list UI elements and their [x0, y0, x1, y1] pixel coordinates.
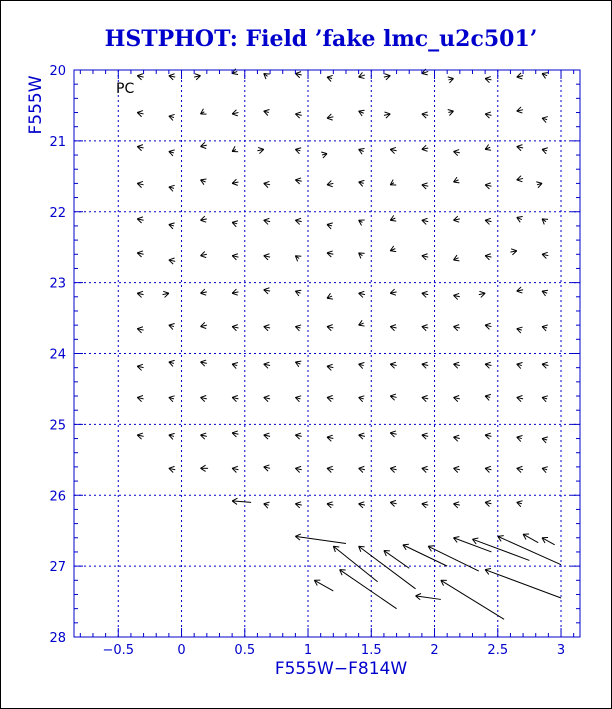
- vector-mark: [169, 223, 175, 229]
- vector-mark: [232, 396, 238, 402]
- y-tick-label: 28: [49, 631, 66, 646]
- vector-mark: [359, 253, 365, 259]
- vector-mark: [137, 364, 143, 370]
- vector-mark: [201, 433, 207, 439]
- vector-mark: [201, 360, 207, 366]
- vector-mark: [232, 325, 238, 331]
- vector-mark: [403, 544, 447, 566]
- vector-mark: [169, 396, 175, 402]
- vector-mark: [295, 502, 301, 508]
- vector-mark: [441, 580, 504, 619]
- vector-mark: [384, 551, 409, 569]
- vector-mark: [517, 327, 523, 333]
- vector-mark: [232, 431, 238, 437]
- vector-mark: [257, 147, 263, 153]
- vector-mark: [327, 396, 333, 402]
- vector-mark: [384, 74, 390, 80]
- vector-mark: [422, 362, 428, 368]
- vector-mark: [359, 148, 365, 154]
- vector-mark: [327, 223, 333, 229]
- vector-mark: [517, 362, 523, 368]
- vector-mark: [137, 74, 143, 80]
- vector-mark: [137, 217, 143, 223]
- vector-mark: [232, 110, 238, 116]
- vector-mark: [422, 396, 428, 402]
- vector-mark: [264, 396, 270, 402]
- vector-mark: [390, 466, 396, 472]
- vector-mark: [359, 291, 365, 297]
- x-tick-label: 2: [430, 643, 439, 658]
- vector-mark: [517, 107, 523, 113]
- vector-mark: [422, 254, 428, 260]
- vector-mark: [340, 570, 397, 609]
- vector-mark: [264, 465, 270, 471]
- vector-mark: [517, 435, 523, 441]
- vector-mark: [137, 181, 143, 187]
- vector-mark: [390, 431, 396, 437]
- vector-mark: [485, 362, 491, 368]
- vector-mark: [201, 322, 207, 328]
- vector-mark: [485, 254, 491, 260]
- vector-mark: [264, 218, 270, 224]
- vector-mark: [542, 117, 548, 123]
- vector-mark: [517, 287, 523, 293]
- vector-mark: [264, 362, 270, 368]
- vector-mark: [137, 433, 143, 439]
- vector-mark: [295, 325, 301, 331]
- vector-mark: [264, 181, 270, 187]
- vector-mark: [327, 251, 333, 257]
- vector-mark: [169, 433, 175, 439]
- vector-mark: [422, 502, 428, 508]
- vector-mark: [232, 362, 238, 368]
- vector-mark: [137, 111, 143, 117]
- vector-mark: [485, 145, 491, 151]
- vector-mark: [295, 72, 301, 78]
- vector-mark: [194, 74, 200, 80]
- vector-mark: [264, 288, 270, 294]
- vector-mark: [232, 221, 238, 227]
- vector-mark: [137, 327, 143, 333]
- vector-mark: [169, 185, 175, 191]
- vector-mark: [201, 179, 207, 185]
- vector-mark: [454, 502, 460, 508]
- vector-mark: [448, 109, 454, 115]
- vector-mark: [232, 289, 238, 295]
- axis-ticks: [49, 64, 580, 658]
- vector-mark: [201, 465, 209, 471]
- vector-mark: [390, 215, 396, 221]
- vector-mark: [163, 291, 169, 297]
- x-tick-label: 0: [177, 643, 186, 658]
- vector-mark: [201, 252, 207, 258]
- vector-mark: [454, 177, 460, 183]
- y-tick-label: 24: [49, 347, 66, 363]
- vector-mark: [422, 112, 428, 118]
- vector-mark: [454, 325, 460, 331]
- y-tick-label: 20: [49, 64, 66, 79]
- vector-mark: [517, 73, 523, 79]
- vector-mark: [327, 181, 333, 187]
- x-tick-label: 2.5: [487, 643, 509, 658]
- vector-mark: [422, 291, 428, 297]
- vector-mark: [232, 498, 251, 504]
- vector-mark: [264, 109, 270, 115]
- vector-mark: [384, 112, 390, 118]
- grid: [74, 70, 580, 637]
- vector-mark: [542, 396, 548, 402]
- vector-mark: [232, 179, 238, 185]
- vector-mark: [327, 364, 333, 370]
- vector-mark: [169, 150, 175, 156]
- vector-mark: [448, 77, 454, 83]
- vector-mark: [295, 256, 301, 262]
- vector-mark: [169, 466, 175, 472]
- vector-mark: [295, 148, 301, 154]
- vector-mark: [517, 501, 523, 507]
- vector-mark: [542, 467, 548, 473]
- vector-mark: [485, 183, 491, 189]
- vector-mark: [264, 325, 270, 331]
- vector-mark: [536, 182, 542, 188]
- vector-mark: [390, 394, 396, 400]
- vector-mark: [454, 466, 460, 472]
- vector-mark: [454, 362, 460, 368]
- vector-mark: [454, 435, 460, 441]
- vector-mark: [390, 289, 396, 295]
- vector-mark: [542, 290, 548, 296]
- vector-mark: [295, 290, 301, 296]
- vector-mark: [327, 325, 333, 331]
- x-tick-label: 1.5: [360, 643, 382, 658]
- vector-mark: [428, 546, 479, 571]
- vector-mark: [422, 433, 428, 439]
- vector-mark: [264, 254, 270, 260]
- vector-mark: [390, 325, 396, 331]
- vector-mark: [137, 145, 143, 151]
- vector-mark: [295, 433, 301, 439]
- vector-mark: [327, 466, 333, 472]
- vector-mark: [295, 396, 301, 402]
- vector-mark: [169, 324, 175, 330]
- vector-mark: [359, 396, 365, 402]
- vector-mark: [359, 466, 365, 472]
- vector-mark: [359, 72, 365, 78]
- vector-mark: [169, 114, 175, 120]
- vector-mark: [454, 216, 460, 222]
- vector-mark: [390, 246, 396, 252]
- vector-mark: [542, 252, 548, 258]
- vector-mark: [137, 291, 143, 297]
- vector-mark: [542, 437, 548, 443]
- vector-mark: [485, 112, 491, 118]
- vector-mark: [517, 466, 523, 472]
- x-axis-label: F555W−F814W: [274, 659, 408, 679]
- vector-mark: [517, 396, 523, 402]
- y-tick-label: 23: [49, 276, 66, 292]
- vector-mark: [359, 220, 365, 225]
- vector-mark: [327, 75, 333, 81]
- vector-mark: [454, 293, 460, 299]
- vector-mark: [295, 534, 346, 543]
- vector-mark: [485, 569, 561, 598]
- vector-mark: [295, 112, 301, 118]
- vector-mark: [523, 534, 538, 543]
- vector-mark: [485, 218, 491, 224]
- vector-mark: [517, 217, 523, 223]
- vector-mark: [542, 538, 555, 545]
- vector-mark: [321, 152, 327, 158]
- y-tick-label: 26: [49, 489, 66, 505]
- vector-mark: [327, 435, 333, 441]
- vector-mark: [542, 73, 548, 79]
- vector-mark: [454, 255, 460, 261]
- vector-mark: [359, 433, 365, 439]
- vector-mark: [390, 500, 396, 506]
- vector-mark: [327, 502, 333, 508]
- vector-mark: [295, 178, 301, 184]
- vector-mark: [201, 142, 207, 148]
- vector-mark: [264, 502, 270, 508]
- vector-mark: [201, 396, 207, 402]
- vector-mark: [390, 147, 396, 153]
- vector-mark: [295, 361, 301, 367]
- vector-mark: [422, 325, 428, 331]
- vector-mark: [390, 180, 396, 185]
- vector-mark: [422, 183, 428, 189]
- vector-mark: [422, 145, 428, 151]
- vector-mark: [542, 219, 548, 225]
- vector-mark: [422, 218, 428, 224]
- vector-mark: [359, 180, 365, 186]
- vector-mark: [232, 146, 238, 151]
- vector-mark: [137, 396, 143, 402]
- panel-label: PC: [116, 81, 135, 97]
- vector-mark: [542, 148, 548, 154]
- vector-mark: [485, 323, 491, 329]
- y-tick-label: 25: [49, 418, 66, 434]
- vector-mark: [454, 396, 460, 402]
- vector-mark: [390, 362, 396, 368]
- vector-mark: [295, 218, 301, 224]
- vector-mark: [295, 466, 301, 472]
- vector-mark: [314, 580, 333, 591]
- vector-mark: [517, 145, 523, 151]
- vector-mark: [264, 433, 270, 439]
- y-tick-label: 22: [49, 205, 66, 221]
- vector-mark: [485, 500, 491, 506]
- x-tick-label: 0.5: [234, 643, 256, 658]
- vector-mark: [359, 320, 365, 326]
- y-tick-label: 27: [49, 560, 66, 576]
- y-tick-label: 21: [49, 134, 66, 150]
- vector-mark: [201, 109, 207, 114]
- vector-mark: [510, 249, 516, 255]
- vector-mark: [485, 394, 491, 400]
- vector-mark: [232, 254, 238, 260]
- vector-mark: [485, 77, 491, 83]
- x-tick-label: 1: [303, 643, 313, 658]
- vector-mark: [169, 360, 175, 366]
- y-axis-label: F555W: [26, 75, 46, 135]
- vector-mark: [416, 593, 441, 599]
- vector-mark: [359, 502, 365, 508]
- x-tick-label: −0.5: [102, 643, 135, 658]
- vector-mark: [169, 258, 175, 264]
- vector-mark: [327, 293, 333, 299]
- vector-mark: [485, 433, 491, 439]
- vector-mark: [137, 251, 143, 257]
- vector-mark: [232, 466, 238, 472]
- vector-mark: [359, 362, 365, 368]
- vector-mark: [264, 74, 270, 80]
- vector-mark: [485, 466, 491, 472]
- vector-mark: [422, 466, 428, 472]
- vector-mark: [169, 74, 175, 80]
- vector-mark: [542, 325, 548, 331]
- vector-mark: [201, 216, 207, 222]
- vector-mark: [454, 150, 460, 156]
- x-tick-label: 3: [556, 643, 566, 658]
- vector-mark: [517, 176, 523, 182]
- vector-mark: [201, 289, 207, 295]
- vector-mark: [479, 291, 485, 297]
- chart-title: HSTPHOT: Field ’fake lmc_u2c501’: [104, 26, 538, 52]
- vector-mark: [327, 114, 333, 120]
- vector-mark: [359, 110, 365, 116]
- vector-mark: [542, 362, 548, 368]
